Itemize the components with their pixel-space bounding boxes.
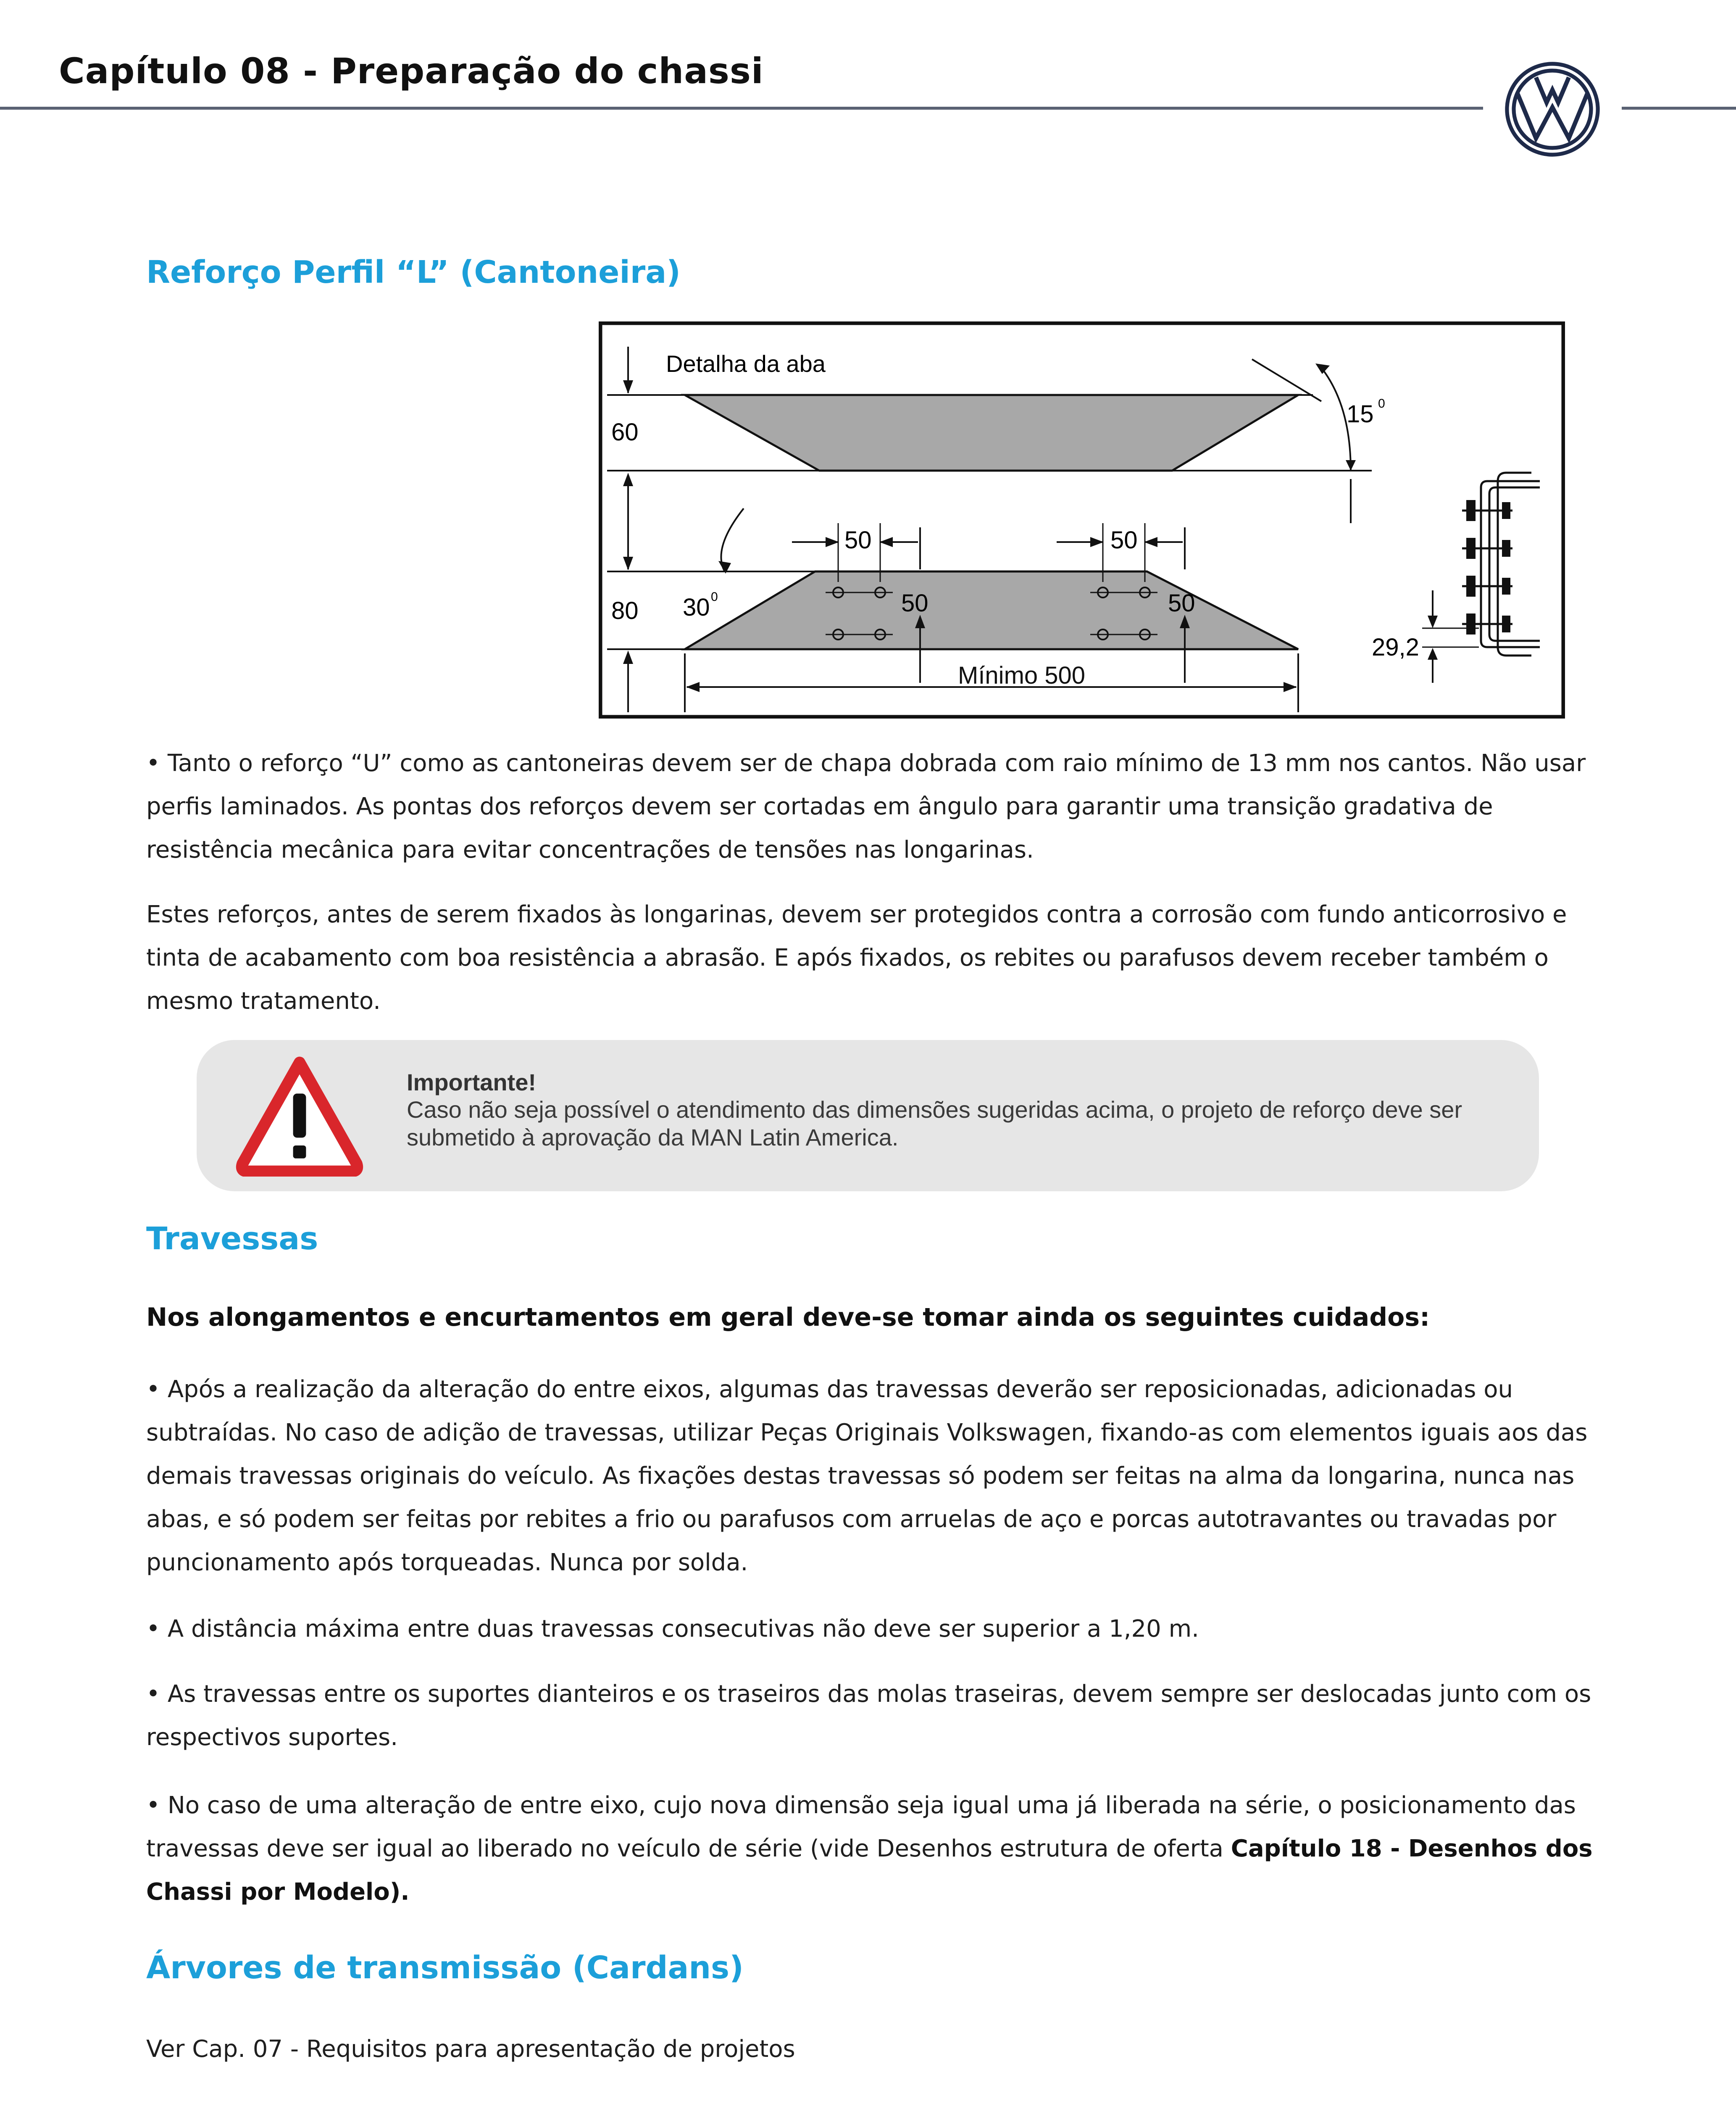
- dim-80-label: 80: [611, 597, 639, 624]
- notice-title: Importante!: [407, 1069, 536, 1095]
- section-heading-reforco: Reforço Perfil “L” (Cantoneira): [146, 254, 681, 290]
- dim-60-label: 60: [611, 419, 639, 446]
- detail-label: Detalha da aba: [666, 350, 826, 377]
- angle-15-label: 15: [1347, 400, 1374, 428]
- chapter-reference: Capítulo 18 - Desenhos dos Chassi por Modelo).: [146, 1835, 1593, 1906]
- important-notice: [197, 1040, 1539, 1191]
- dim-50-side-right: 50: [1168, 590, 1195, 617]
- dim-min-label: Mínimo 500: [958, 662, 1086, 689]
- section-heading-travessas: Travessas: [146, 1221, 318, 1257]
- angle-15-degree: 0: [1378, 397, 1385, 411]
- travessas-subheading: Nos alongamentos e encurtamentos em geral deve-se tomar ainda os seguintes cuidados:: [146, 1303, 1430, 1332]
- paragraph-travessas-4: [146, 1784, 1596, 1914]
- notice-text: Caso não seja possível o atendimento das dimensões sugeridas acima, o projeto de reforço deve ser submetido à aprovação da MAN Latin America.: [407, 1096, 1462, 1151]
- angle-30-degree: 0: [711, 590, 718, 604]
- warning-icon: [234, 1055, 365, 1177]
- dim-50-top-right: 50: [1110, 527, 1138, 554]
- section-heading-cardans: Árvores de transmissão (Cardans): [146, 1950, 744, 1986]
- dim-50-side-left: 50: [901, 590, 928, 617]
- reinforcement-diagram: [599, 321, 1565, 719]
- paragraph-cardans: Ver Cap. 07 - Requisitos para apresentação de projetos: [146, 2035, 795, 2063]
- paragraph-travessas-3: • As travessas entre os suportes dianteiros e os traseiros das molas traseiras, devem sempre ser deslocadas junto com os respectivos suportes.: [146, 1680, 1591, 1751]
- dim-50-top-left: 50: [844, 527, 872, 554]
- paragraph-reforco-2: Estes reforços, antes de serem fixados às longarinas, devem ser protegidos contra a corrosão com fundo anticorrosivo e tinta de acabamento com boa resistência a abrasão. E após fixados, os rebites ou parafusos devem receber também o mesmo tratamento.: [146, 901, 1567, 1015]
- paragraph-reforco-1: • Tanto o reforço “U” como as cantoneiras devem ser de chapa dobrada com raio mínimo de 13 mm nos cantos. Não usar perfis laminados. As pontas dos reforços devem ser cortadas em ângulo para garantir uma transição gradativa de resistência mecânica para evitar concentrações de tensões nas longarinas.: [146, 750, 1586, 864]
- header-divider-right: [1622, 107, 1736, 110]
- page-title: Capítulo 08 - Preparação do chassi: [59, 50, 764, 92]
- angle-30-label: 30: [683, 594, 710, 621]
- paragraph-travessas-2: • A distância máxima entre duas travessas consecutivas não deve ser superior a 1,20 m.: [146, 1615, 1199, 1643]
- paragraph-travessas-4-text: • No caso de uma alteração de entre eixo, cujo nova dimensão seja igual uma já liberada na série, o posicionamento das travessas deve ser igual ao liberado no veículo de série (vide Desenhos estrutura de oferta: [146, 1792, 1576, 1862]
- vw-logo: [1504, 61, 1601, 158]
- dim-29-label: 29,2: [1372, 634, 1419, 661]
- paragraph-travessas-1: • Após a realização da alteração do entre eixos, algumas das travessas deverão ser reposicionadas, adicionadas ou subtraídas. No caso de adição de travessas, utilizar Peças Originais Volkswagen, fixando-as com elementos iguais aos das demais travessas originais do veículo. As fixações destas travessas só podem ser feitas na alma da longarina, nunca nas abas, e só podem ser feitas por rebites a frio ou parafusos com arruelas de aço e porcas autotravantes ou travadas por puncionamento após torqueadas. Nunca por solda.: [146, 1376, 1588, 1576]
- header-divider: [0, 107, 1483, 110]
